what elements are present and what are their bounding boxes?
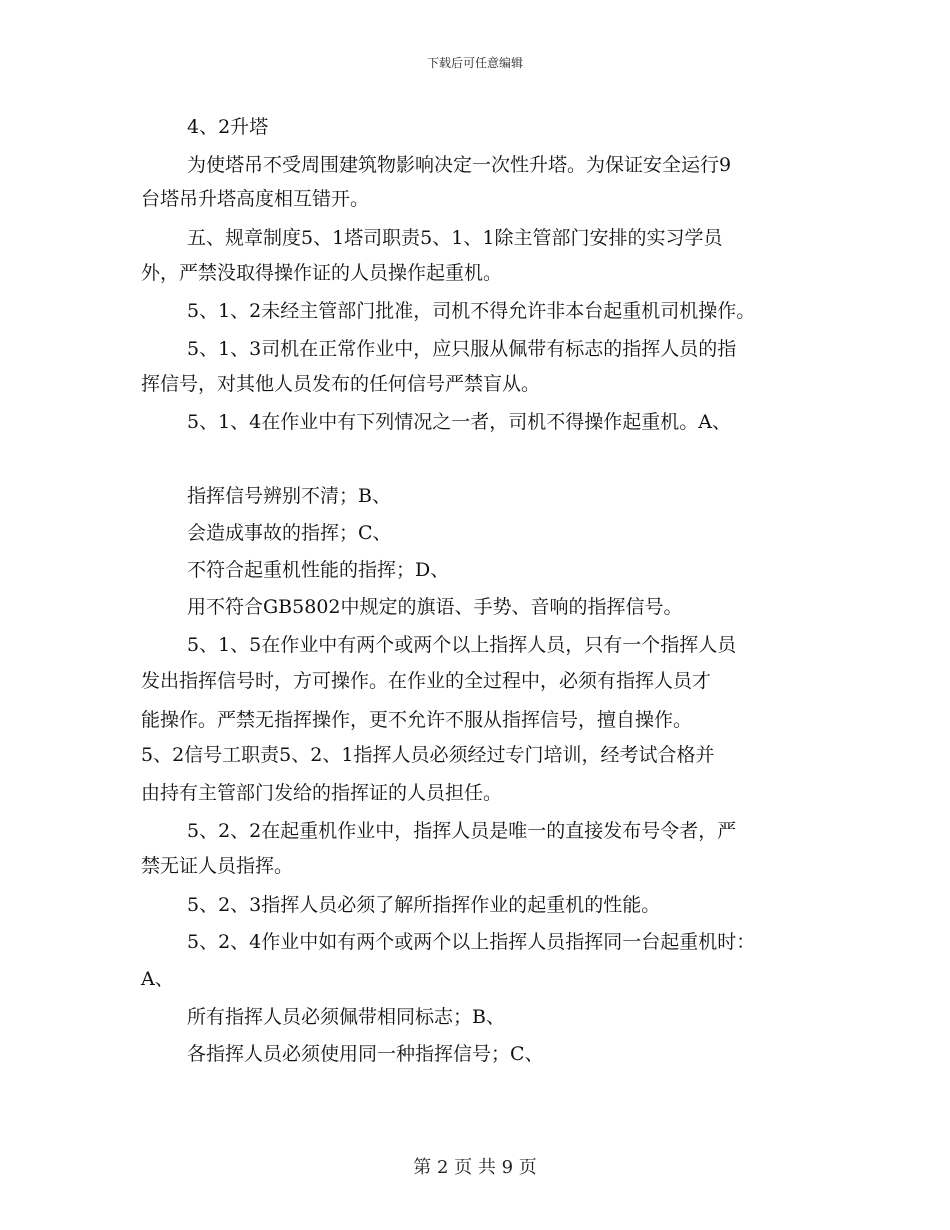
- body-line: 会造成事故的指挥；C、: [187, 522, 392, 544]
- body-line: 发出指挥信号时，方可操作。在作业的全过程中，必须有指挥人员才: [141, 670, 712, 692]
- body-line: 各指挥人员必须使用同一种指挥信号；C、: [187, 1043, 544, 1065]
- body-line: 台塔吊升塔高度相互错开。: [141, 188, 370, 210]
- body-line: 5、2信号工职责5、2、1指挥人员必须经过专门培训，经考试合格并: [141, 744, 715, 766]
- body-line: 外，严禁没取得操作证的人员操作起重机。: [141, 262, 503, 284]
- body-line: A、: [141, 968, 174, 990]
- body-line: 挥信号，对其他人员发布的任何信号严禁盲从。: [141, 373, 541, 395]
- body-line: 5、1、2未经主管部门批准，司机不得允许非本台起重机司机操作。: [187, 300, 756, 322]
- page-footer: 第 2 页 共 9 页: [413, 1157, 537, 1178]
- body-line: 能操作。严禁无指挥操作，更不允许不服从指挥信号，擅自操作。: [141, 709, 693, 731]
- body-line: 5、1、4在作业中有下列情况之一者，司机不得操作起重机。A、: [187, 411, 731, 433]
- body-line: 指挥信号辨别不清；B、: [187, 485, 391, 507]
- page-header: 下载后可任意编辑: [426, 56, 523, 70]
- body-line: 5、2、2在起重机作业中，指挥人员是唯一的直接发布号令者，严: [187, 820, 737, 842]
- body-line: 为使塔吊不受周围建筑物影响决定一次性升塔。为保证安全运行9: [187, 154, 732, 176]
- body-line: 不符合起重机性能的指挥；D、: [187, 559, 450, 581]
- body-line: 五、规章制度5、1塔司职责5、1、1除主管部门安排的实习学员: [187, 227, 723, 249]
- body-line: 5、1、3司机在正常作业中，应只服从佩带有标志的指挥人员的指: [187, 338, 737, 360]
- body-line: 由持有主管部门发给的指挥证的人员担任。: [141, 782, 503, 804]
- body-line: 用不符合GB5802中规定的旗语、手势、音响的指挥信号。: [187, 596, 683, 618]
- body-line: 5、2、3指挥人员必须了解所指挥作业的起重机的性能。: [187, 894, 661, 916]
- body-line: 5、1、5在作业中有两个或两个以上指挥人员，只有一个指挥人员: [187, 634, 737, 656]
- body-line: 5、2、4作业中如有两个或两个以上指挥人员指挥同一台起重机时：: [187, 931, 756, 953]
- body-line: 禁无证人员指挥。: [141, 855, 294, 877]
- body-line: 4、2升塔: [187, 116, 269, 138]
- body-line: 所有指挥人员必须佩带相同标志；B、: [187, 1006, 505, 1028]
